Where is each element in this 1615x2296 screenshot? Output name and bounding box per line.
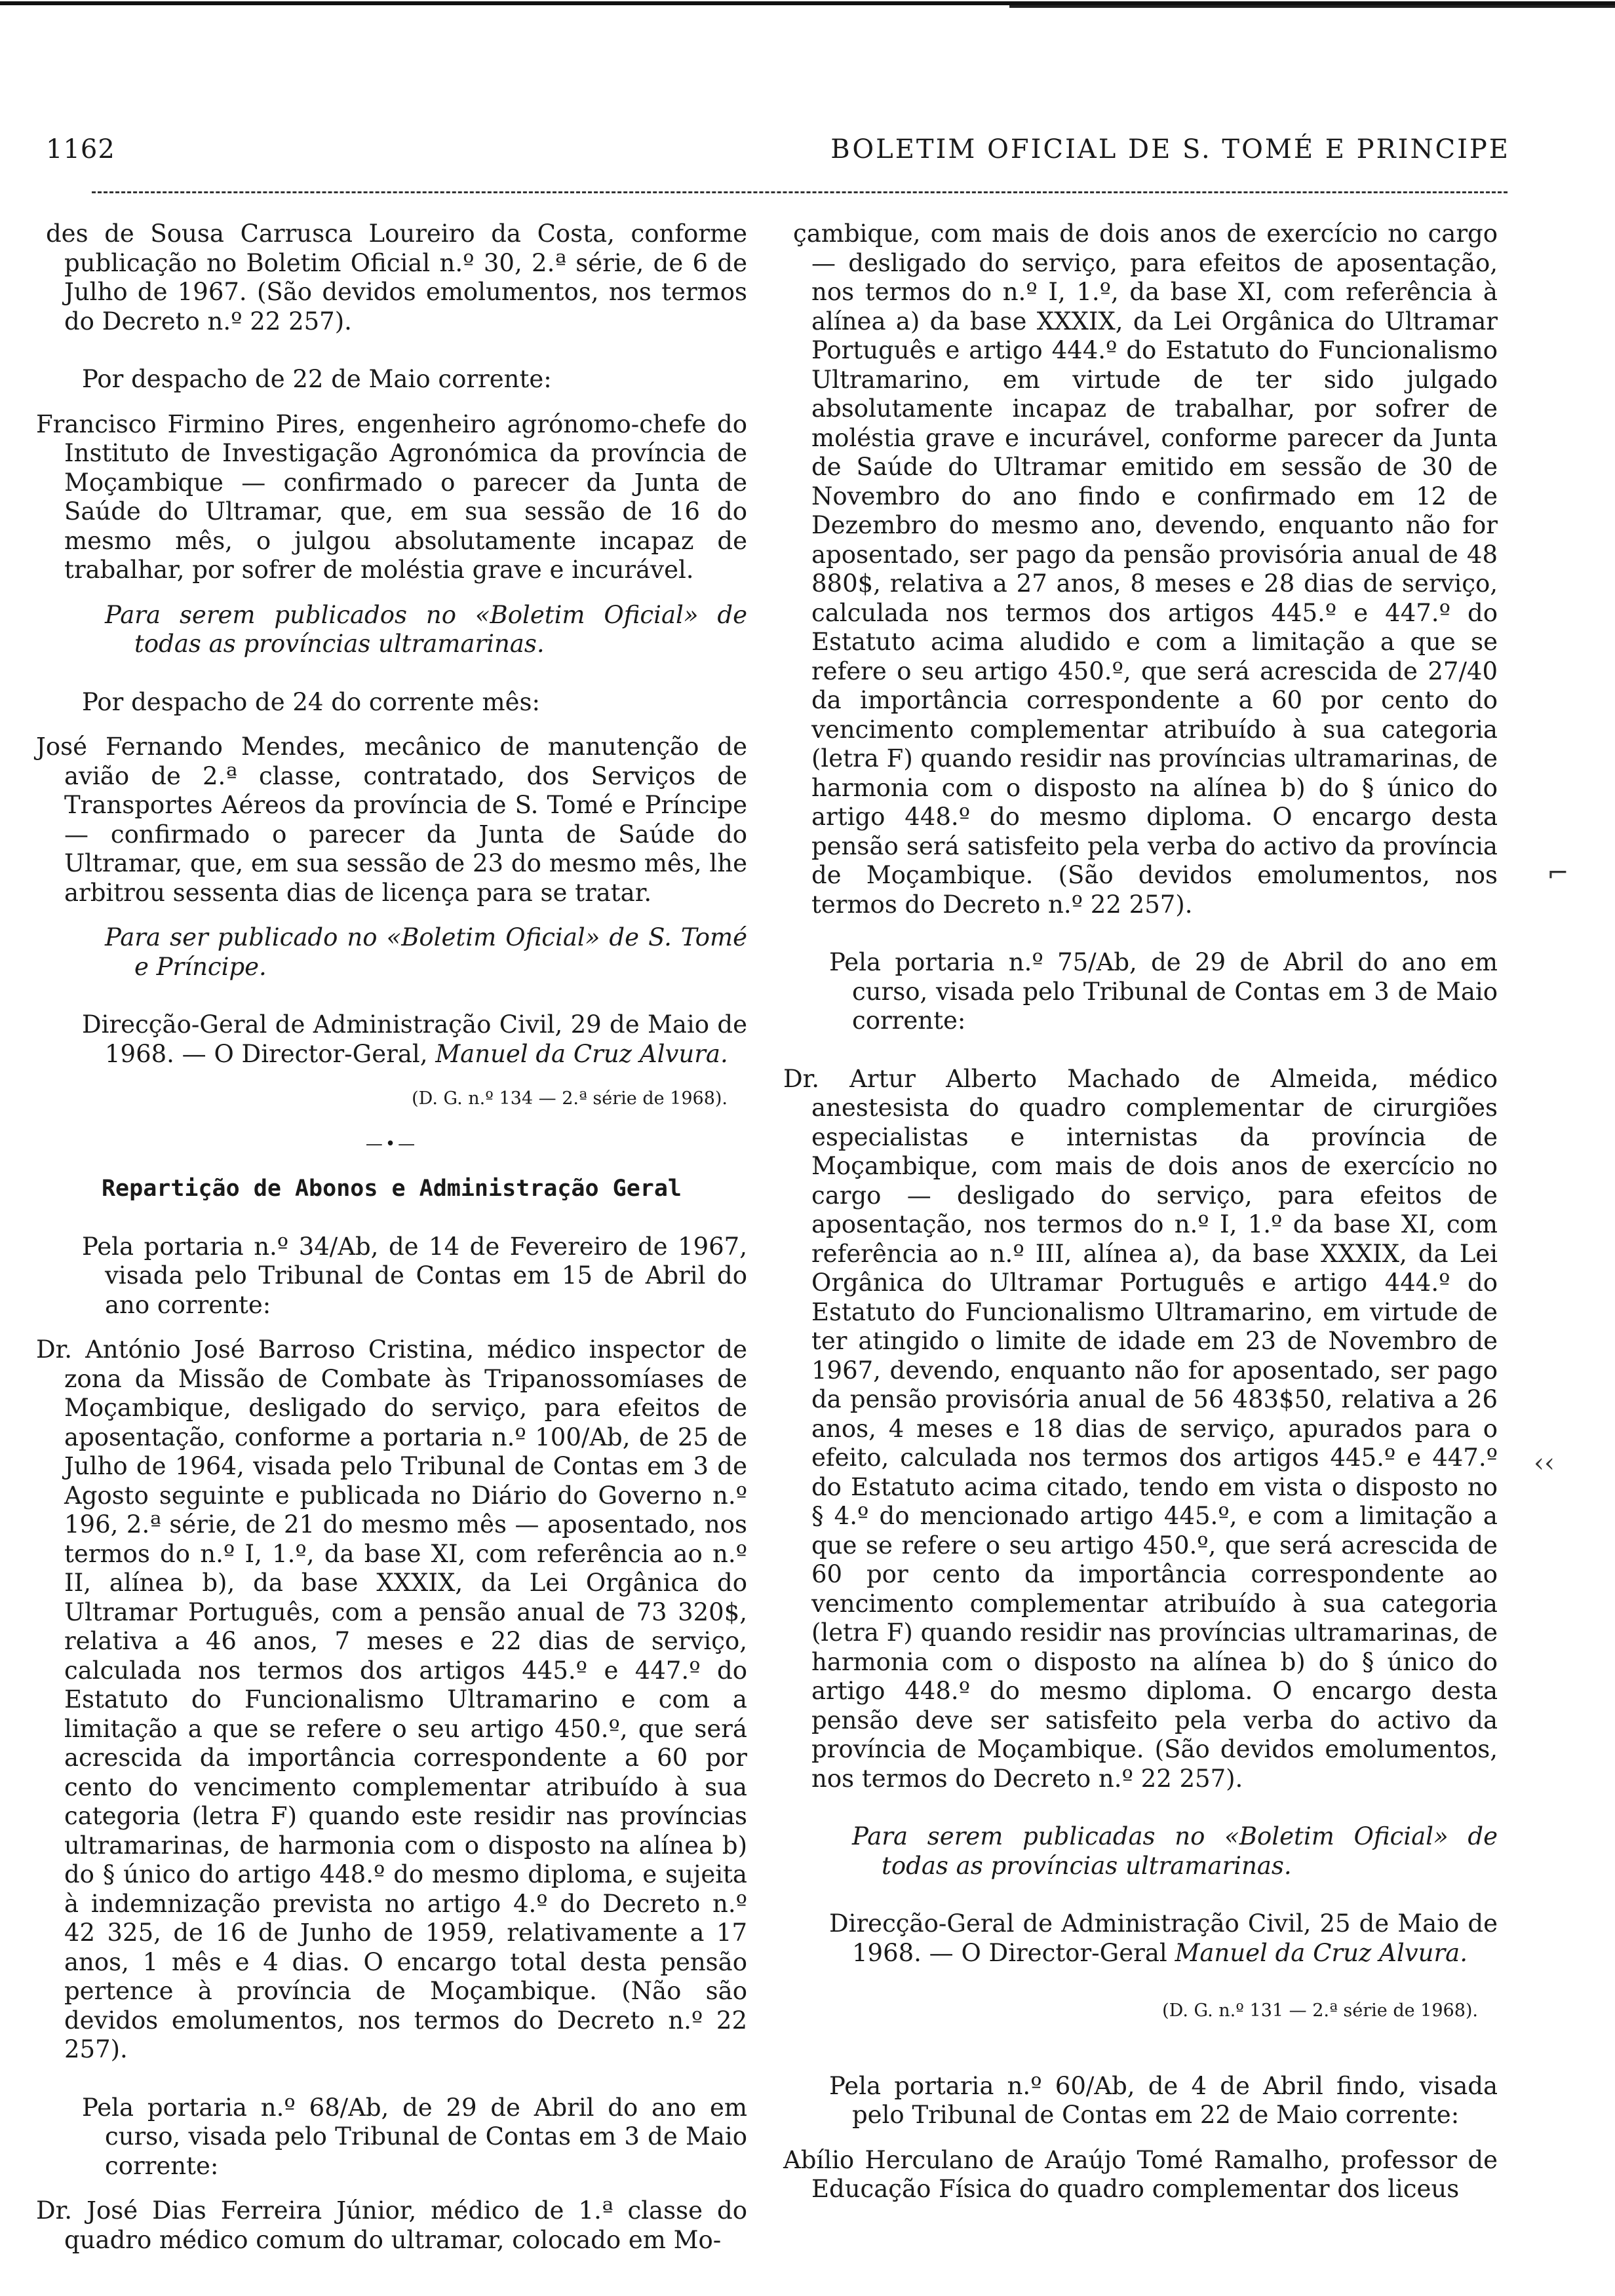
entry-paragraph: Dr. António José Barroso Cristina, médico inspector de zona da Missão de Combate às Tripanossomíases de Moçambique, desligado do serviço, para efeitos de aposentação, conforme a portaria n.º 100/Ab, de 25 de Julho de 1964, visada pelo Tribunal de Contas em 3 de Agosto seguinte e publicada no Diário do Governo n.º 196, 2.ª série, de 21 do mesmo mês — aposentado, nos termos do n.º I, 1.º, da base XI, com referência ao n.º II, alínea b), da base XXXIX, da Lei Orgânica do Ultramar Português, com a pensão anual de 73 320$, relativa a 46 anos, 7 meses e 22 dias de serviço, calculada nos termos dos artigos 445.º e 447.º do Estatuto do Funcionalismo Ultramarino e com a limitação a que se refere o seu artigo 450.º, que será acrescida da importância correspondente a 60 por cento do vencimento complementar atribuído à sua categoria (letra F) quando este residir nas províncias ultramarinas, de harmonia com o disposto na alínea b) do § único do artigo 448.º do mesmo diploma, e sujeita à indemnização prevista no artigo 4.º do Decreto n.º 42 325, de 16 de Junho de 1959, relativamente a 17 anos, 1 mês e 4 dias. O encargo total desta pensão pertence à província de Moçambique. (Não são devidos emolumentos, nos termos do Decreto n.º 22 257). [36,1335,747,2063]
signature-line [36,1010,747,1069]
header-rule [92,191,1508,193]
ornament-divider: —•— [365,1134,418,1154]
source-citation: (D. G. n.º 131 — 2.ª série de 1968). [1162,2000,1478,2021]
left-column [36,220,747,2255]
paragraph: des de Sousa Carrusca Loureiro da Costa, conforme publicação no Boletim Oficial n.º 30, 2.ª série, de 6 de Julho de 1967. (São devidos emolumentos, nos termos do Decreto n.º 22 257). [46,220,747,335]
portaria-line: Pela portaria n.º 68/Ab, de 29 de Abril do ano em curso, visada pelo Tribunal de Contas em 3 de Maio corrente: [82,2093,747,2180]
signature-name: Manuel da Cruz Alvura. [1175,1938,1468,1967]
signature-text: Direcção-Geral de Administração Civil, 29 de Maio de 1968. — O Director-Geral, [82,1010,747,1068]
portaria-line: Pela portaria n.º 34/Ab, de 14 de Fevereiro de 1967, visada pelo Tribunal de Contas em 15 de Abril do ano corrente: [82,1232,747,1319]
section-heading: Repartição de Abonos e Administração Geral [101,1176,682,1202]
signature-text: Direcção-Geral de Administração Civil, 25 de Maio de 1968. — O Director-Geral [829,1909,1498,1967]
entry-paragraph: Dr. Artur Alberto Machado de Almeida, médico anestesista do quadro complementar de cirurgiões especialistas e internistas da província de Moçambique, com mais de dois anos de exercício no cargo — desligado do serviço, para efeitos de aposentação, nos termos do n.º I, 1.º da base XI, com referência ao n.º III, alínea a), da base XXXIX, da Lei Orgânica do Ultramar Português e artigo 444.º do Estatuto do Funcionalismo Ultramarino, em virtude de ter atingido o limite de idade em 23 de Novembro de 1967, devendo, enquanto não for aposentado, ser pago da pensão provisória anual de 56 483$50, relativa a 26 anos, 4 meses e 18 dias de serviço, apurados para o efeito, calculada nos termos dos artigos 445.º e 447.º do Estatuto acima citado, tendo em vista o disposto no § 4.º do mencionado artigo 445.º, e com a limitação a que se refere o seu artigo 450.º, que será acrescida de 60 por cento da importância correspondente ao vencimento complementar atribuído à sua categoria (letra F) quando residir nas províncias ultramarinas, de harmonia com o disposto na alínea b) do § único do artigo 448.º do mesmo diploma. O encargo desta pensão deve ser satisfeito pela verba do activo da província de Moçambique. (São devidos emolumentos, nos termos do Decreto n.º 22 257). [783,1064,1498,1793]
entry-paragraph: José Fernando Mendes, mecânico de manutenção de avião de 2.ª classe, contratado, dos Serviços de Transportes Aéreos da província de S. Tomé e Príncipe — confirmado o parecer da Junta de Saúde do Ultramar, que, em sua sessão de 23 do mesmo mês, lhe arbitrou sessenta dias de licença para se tratar. [36,733,747,907]
publication-note: Para serem publicados no «Boletim Oficial» de todas as províncias ultramarinas. [105,600,747,658]
top-border-rule-right [1009,5,1615,8]
margin-mark: ⌐ [1547,858,1569,889]
paragraph: çambique, com mais de dois anos de exercício no cargo — desligado do serviço, para efeitos de aposentação, nos termos do n.º I, 1.º, da base XI, com referência à alínea a) da base XXXIX, da Lei Orgânica do Ultramar Português e artigo 444.º do Estatuto do Funcionalismo Ultramarino, em virtude de ter sido julgado absolutamente incapaz de trabalhar, por sofrer de moléstia grave e incurável, conforme parecer da Junta de Saúde do Ultramar emitido em sessão de 30 de Novembro do ano findo e confirmado em 12 de Dezembro do mesmo ano, devendo, enquanto não for aposentado, ser pago da pensão provisória anual de 48 880$, relativa a 27 anos, 8 meses e 28 dias de serviço, calculada nos termos dos artigos 445.º e 447.º do Estatuto acima aludido e com a limitação a que se refere o seu artigo 450.º, que será acrescida de 27/40 da importância correspondente a 60 por cento do vencimento complementar atribuído à sua categoria (letra F) quando residir nas províncias ultramarinas, de harmonia com o disposto na alínea b) do § único do artigo 448.º do mesmo diploma. O encargo desta pensão será satisfeito pela verba do activo da província de Moçambique. (São devidos emolumentos, nos termos do Decreto n.º 22 257). [793,220,1498,919]
publication-note: Para serem publicadas no «Boletim Oficial» de todas as províncias ultramarinas. [852,1822,1498,1880]
portaria-line: Pela portaria n.º 75/Ab, de 29 de Abril do ano em curso, visada pelo Tribunal de Contas em 3 de Maio corrente: [829,948,1498,1035]
entry-paragraph: Abílio Herculano de Araújo Tomé Ramalho, professor de Educação Física do quadro complementar dos liceus [783,2145,1498,2203]
signature-name: Manuel da Cruz Alvura. [435,1039,728,1068]
entry-paragraph: Dr. José Dias Ferreira Júnior, médico de 1.ª classe do quadro médico comum do ultramar, colocado em Mo- [36,2196,747,2254]
page-number: 1162 [46,134,115,164]
source-citation: (D. G. n.º 134 — 2.ª série de 1968). [412,1088,728,1109]
right-column [783,220,1498,2204]
entry-paragraph: Francisco Firmino Pires, engenheiro agrónomo-chefe do Instituto de Investigação Agronómica da província de Moçambique — confirmado o parecer da Junta de Saúde do Ultramar, que, em sua sessão de 16 do mesmo mês, o julgou absolutamente incapaz de trabalhar, por sofrer de moléstia grave e incurável. [36,410,747,584]
portaria-line: Pela portaria n.º 60/Ab, de 4 de Abril findo, visada pelo Tribunal de Contas em 22 de Maio corrente: [829,2071,1498,2129]
signature-line [783,1909,1498,1968]
margin-mark: ‹‹ [1534,1448,1555,1478]
despacho-line: Por despacho de 24 do corrente mês: [82,687,540,716]
despacho-line: Por despacho de 22 de Maio corrente: [82,365,552,393]
publication-note: Para ser publicado no «Boletim Oficial» de S. Tomé e Príncipe. [105,923,747,981]
running-title: BOLETIM OFICIAL DE S. TOMÉ E PRINCIPE [830,134,1510,164]
